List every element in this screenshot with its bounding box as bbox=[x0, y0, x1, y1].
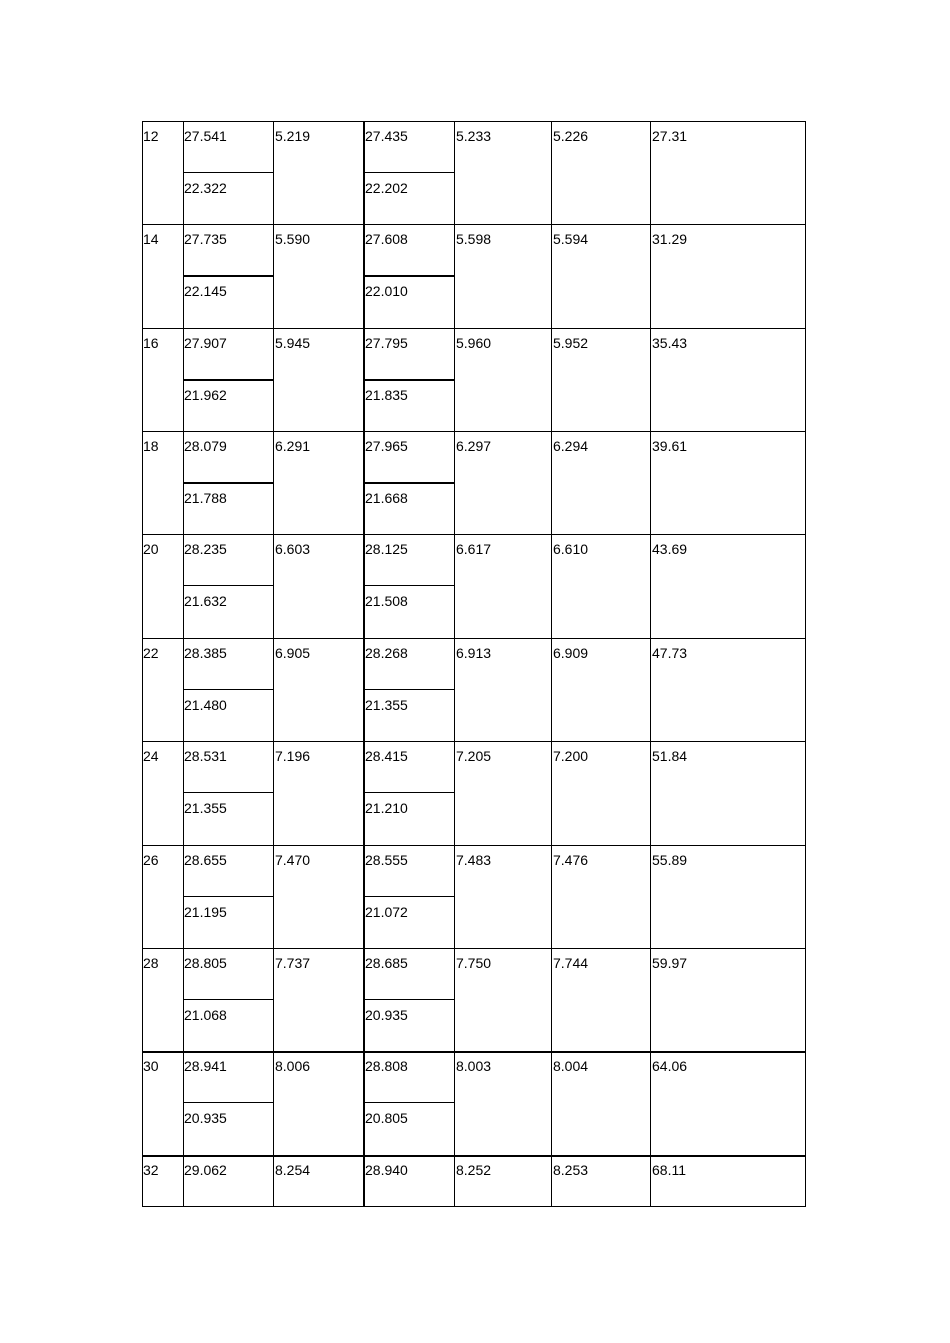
cell-value: 28.079 bbox=[184, 438, 227, 454]
cell-value: 21.508 bbox=[365, 593, 408, 609]
cell-value: 5.233 bbox=[456, 128, 492, 144]
cell-split-line bbox=[183, 689, 273, 690]
cell-value: 7.744 bbox=[553, 955, 589, 971]
cell-value: 28.385 bbox=[184, 645, 227, 661]
cell-value: 28.941 bbox=[184, 1058, 227, 1074]
row-border bbox=[142, 845, 806, 846]
cell-split-line bbox=[183, 792, 273, 793]
row-border bbox=[142, 121, 806, 122]
row-border bbox=[142, 1155, 806, 1157]
cell-value: 5.945 bbox=[275, 335, 311, 351]
cell-value: 7.476 bbox=[553, 852, 589, 868]
cell-value: 7.470 bbox=[275, 852, 311, 868]
cell-value: 6.617 bbox=[456, 541, 492, 557]
row-border bbox=[142, 534, 806, 535]
cell-split-line bbox=[364, 792, 454, 793]
cell-split-line bbox=[364, 999, 454, 1000]
column-border bbox=[273, 121, 274, 1207]
cell-value: 28.268 bbox=[365, 645, 408, 661]
cell-value: 8.004 bbox=[553, 1058, 589, 1074]
cell-split-line bbox=[364, 482, 454, 484]
cell-split-line bbox=[364, 1102, 454, 1103]
cell-value: 20.935 bbox=[365, 1007, 408, 1023]
cell-value: 28.805 bbox=[184, 955, 227, 971]
cell-value: 28.235 bbox=[184, 541, 227, 557]
cell-value: 28.655 bbox=[184, 852, 227, 868]
cell-split-line bbox=[364, 896, 454, 897]
cell-value: 27.795 bbox=[365, 335, 408, 351]
cell-value: 22.202 bbox=[365, 180, 408, 196]
cell-value: 22.145 bbox=[184, 283, 227, 299]
cell-value: 21.068 bbox=[184, 1007, 227, 1023]
cell-value: 28.685 bbox=[365, 955, 408, 971]
cell-value: 6.610 bbox=[553, 541, 589, 557]
cell-value: 43.69 bbox=[652, 541, 688, 557]
cell-value: 28.555 bbox=[365, 852, 408, 868]
cell-value: 64.06 bbox=[652, 1058, 688, 1074]
cell-split-line bbox=[364, 585, 454, 586]
cell-value: 5.952 bbox=[553, 335, 589, 351]
cell-split-line bbox=[183, 999, 273, 1000]
cell-split-line bbox=[183, 275, 273, 277]
cell-value: 27.31 bbox=[652, 128, 688, 144]
cell-value: 8.253 bbox=[553, 1162, 589, 1178]
cell-value: 7.483 bbox=[456, 852, 492, 868]
cell-split-line bbox=[183, 482, 273, 484]
cell-value: 21.072 bbox=[365, 904, 408, 920]
row-number: 18 bbox=[143, 438, 159, 454]
row-number: 24 bbox=[143, 748, 159, 764]
cell-value: 5.960 bbox=[456, 335, 492, 351]
cell-value: 68.11 bbox=[652, 1162, 686, 1178]
cell-value: 20.805 bbox=[365, 1110, 408, 1126]
cell-split-line bbox=[183, 379, 273, 381]
row-number: 26 bbox=[143, 852, 159, 868]
cell-value: 28.531 bbox=[184, 748, 227, 764]
row-border bbox=[142, 638, 806, 639]
cell-value: 7.737 bbox=[275, 955, 311, 971]
row-border bbox=[142, 431, 806, 432]
cell-value: 59.97 bbox=[652, 955, 688, 971]
cell-value: 21.962 bbox=[184, 387, 227, 403]
column-border bbox=[650, 121, 651, 1207]
cell-value: 21.210 bbox=[365, 800, 408, 816]
row-number: 30 bbox=[143, 1058, 159, 1074]
cell-value: 28.808 bbox=[365, 1058, 408, 1074]
cell-value: 29.062 bbox=[184, 1162, 227, 1178]
cell-value: 8.003 bbox=[456, 1058, 492, 1074]
cell-value: 55.89 bbox=[652, 852, 688, 868]
cell-value: 27.435 bbox=[365, 128, 408, 144]
column-border bbox=[142, 121, 143, 1207]
cell-value: 27.907 bbox=[184, 335, 227, 351]
cell-value: 6.294 bbox=[553, 438, 589, 454]
cell-value: 35.43 bbox=[652, 335, 688, 351]
cell-value: 7.196 bbox=[275, 748, 311, 764]
cell-value: 28.415 bbox=[365, 748, 408, 764]
cell-value: 20.935 bbox=[184, 1110, 227, 1126]
cell-value: 47.73 bbox=[652, 645, 688, 661]
cell-value: 39.61 bbox=[652, 438, 688, 454]
cell-split-line bbox=[364, 172, 454, 173]
row-border bbox=[142, 741, 806, 742]
cell-value: 21.195 bbox=[184, 904, 227, 920]
cell-value: 21.835 bbox=[365, 387, 408, 403]
cell-split-line bbox=[183, 896, 273, 897]
cell-value: 6.603 bbox=[275, 541, 311, 557]
cell-split-line bbox=[364, 379, 454, 381]
table-bottom-border bbox=[142, 1206, 806, 1207]
cell-value: 21.355 bbox=[365, 697, 408, 713]
cell-value: 6.909 bbox=[553, 645, 589, 661]
cell-value: 27.965 bbox=[365, 438, 408, 454]
column-border bbox=[551, 121, 552, 1207]
cell-split-line bbox=[183, 172, 273, 173]
row-border bbox=[142, 224, 806, 225]
cell-value: 21.480 bbox=[184, 697, 227, 713]
row-border bbox=[142, 948, 806, 949]
cell-split-line bbox=[183, 585, 273, 586]
cell-value: 6.291 bbox=[275, 438, 311, 454]
cell-value: 8.254 bbox=[275, 1162, 311, 1178]
row-number: 12 bbox=[143, 128, 159, 144]
cell-value: 5.219 bbox=[275, 128, 311, 144]
row-border bbox=[142, 328, 806, 329]
cell-value: 22.322 bbox=[184, 180, 227, 196]
cell-value: 5.598 bbox=[456, 231, 492, 247]
row-number: 20 bbox=[143, 541, 159, 557]
cell-value: 51.84 bbox=[652, 748, 688, 764]
cell-value: 8.006 bbox=[275, 1058, 311, 1074]
cell-value: 21.668 bbox=[365, 490, 408, 506]
cell-split-line bbox=[364, 275, 454, 277]
cell-value: 22.010 bbox=[365, 283, 408, 299]
column-border bbox=[805, 121, 806, 1207]
row-number: 16 bbox=[143, 335, 159, 351]
cell-value: 5.594 bbox=[553, 231, 589, 247]
cell-value: 21.355 bbox=[184, 800, 227, 816]
cell-value: 7.200 bbox=[553, 748, 589, 764]
row-number: 14 bbox=[143, 231, 159, 247]
cell-value: 5.590 bbox=[275, 231, 311, 247]
cell-value: 28.125 bbox=[365, 541, 408, 557]
cell-split-line bbox=[183, 1102, 273, 1103]
cell-value: 8.252 bbox=[456, 1162, 492, 1178]
row-number: 32 bbox=[143, 1162, 159, 1178]
cell-value: 27.735 bbox=[184, 231, 227, 247]
row-border bbox=[142, 1051, 806, 1053]
cell-value: 28.940 bbox=[365, 1162, 408, 1178]
cell-value: 27.608 bbox=[365, 231, 408, 247]
cell-value: 21.632 bbox=[184, 593, 227, 609]
column-border bbox=[454, 121, 455, 1207]
cell-value: 27.541 bbox=[184, 128, 227, 144]
cell-value: 6.905 bbox=[275, 645, 311, 661]
cell-value: 6.913 bbox=[456, 645, 492, 661]
cell-split-line bbox=[364, 689, 454, 690]
cell-value: 6.297 bbox=[456, 438, 492, 454]
row-number: 22 bbox=[143, 645, 159, 661]
cell-value: 7.205 bbox=[456, 748, 492, 764]
row-number: 28 bbox=[143, 955, 159, 971]
cell-value: 5.226 bbox=[553, 128, 589, 144]
cell-value: 7.750 bbox=[456, 955, 492, 971]
cell-value: 21.788 bbox=[184, 490, 227, 506]
cell-value: 31.29 bbox=[652, 231, 688, 247]
